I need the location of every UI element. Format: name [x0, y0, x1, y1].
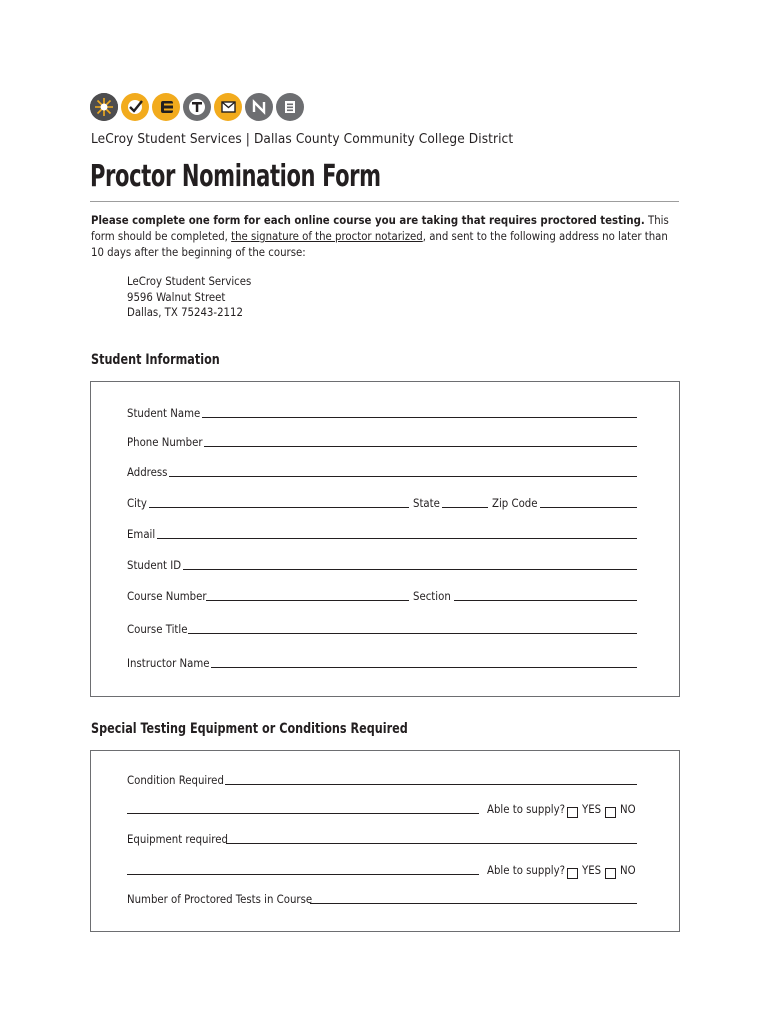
equipment-required-label: Equipment required	[127, 833, 228, 846]
condition-able-to-supply-label: Able to supply?	[487, 803, 566, 816]
phone-number-field[interactable]	[204, 446, 637, 447]
envelope-icon	[214, 93, 242, 121]
address-label: Address	[127, 466, 168, 479]
condition-yes-label: YES	[582, 803, 602, 816]
email-field[interactable]	[157, 538, 637, 539]
letter-e-icon	[152, 93, 180, 121]
student-name-field[interactable]	[202, 417, 637, 418]
intro-paragraph	[91, 213, 681, 261]
equipment-yes-checkbox[interactable]	[567, 868, 578, 879]
zip-code-field[interactable]	[540, 507, 637, 508]
title-divider	[90, 201, 679, 202]
state-label: State	[413, 497, 440, 510]
student-name-label: Student Name	[127, 407, 201, 420]
condition-yes-checkbox[interactable]	[567, 807, 578, 818]
number-of-tests-label: Number of Proctored Tests in Course	[127, 893, 313, 906]
student-id-field[interactable]	[183, 569, 637, 570]
letter-n-icon	[245, 93, 273, 121]
address-field[interactable]	[169, 476, 637, 477]
zip-code-label: Zip Code	[492, 497, 538, 510]
course-number-label: Course Number	[127, 590, 207, 603]
course-title-field[interactable]	[188, 633, 637, 634]
instructor-name-field[interactable]	[211, 667, 637, 668]
intro-text-1: This form should be completed,	[91, 214, 669, 243]
equipment-no-checkbox[interactable]	[605, 868, 616, 879]
equipment-no-label: NO	[620, 864, 636, 877]
instructor-name-label: Instructor Name	[127, 657, 210, 670]
equipment-yes-label: YES	[582, 864, 602, 877]
student-id-label: Student ID	[127, 559, 182, 572]
organization-subtitle: LeCroy Student Services | Dallas County Community College District	[91, 131, 514, 147]
special-testing-heading: Special Testing Equipment or Conditions Required	[91, 721, 408, 737]
condition-required-field[interactable]	[225, 784, 637, 785]
city-label: City	[127, 497, 147, 510]
page-title: Proctor Nomination Form	[90, 159, 381, 194]
condition-no-checkbox[interactable]	[605, 807, 616, 818]
intro-text-2: , and sent to the following address no later than 10 days after the beginning of the course:	[91, 230, 668, 259]
course-title-label: Course Title	[127, 623, 188, 636]
city-field[interactable]	[149, 507, 409, 508]
section-label: Section	[413, 590, 451, 603]
email-label: Email	[127, 528, 156, 541]
checkmark-icon	[121, 93, 149, 121]
intro-bold-text: Please complete one form for each online course you are taking that requires proctored testing.	[91, 214, 645, 227]
state-field[interactable]	[442, 507, 488, 508]
student-info-heading: Student Information	[91, 352, 220, 368]
sunburst-icon	[90, 93, 118, 121]
college-logo	[90, 93, 300, 121]
condition-no-label: NO	[620, 803, 636, 816]
address-line-1: LeCroy Student Services	[127, 275, 252, 288]
address-line-3: Dallas, TX 75243-2112	[127, 306, 243, 319]
letter-t-icon	[183, 93, 211, 121]
phone-number-label: Phone Number	[127, 436, 203, 449]
condition-required-label: Condition Required	[127, 774, 224, 787]
section-field[interactable]	[454, 600, 637, 601]
student-info-box	[90, 381, 680, 697]
address-line-2: 9596 Walnut Street	[127, 291, 226, 304]
condition-required-field-2[interactable]	[127, 813, 479, 814]
book-icon	[276, 93, 304, 121]
intro-underlined-text: the signature of the proctor notarized	[231, 230, 423, 243]
number-of-tests-field[interactable]	[310, 903, 637, 904]
equipment-able-to-supply-label: Able to supply?	[487, 864, 566, 877]
equipment-required-field-2[interactable]	[127, 874, 479, 875]
equipment-required-field[interactable]	[226, 843, 637, 844]
course-number-field[interactable]	[206, 600, 409, 601]
